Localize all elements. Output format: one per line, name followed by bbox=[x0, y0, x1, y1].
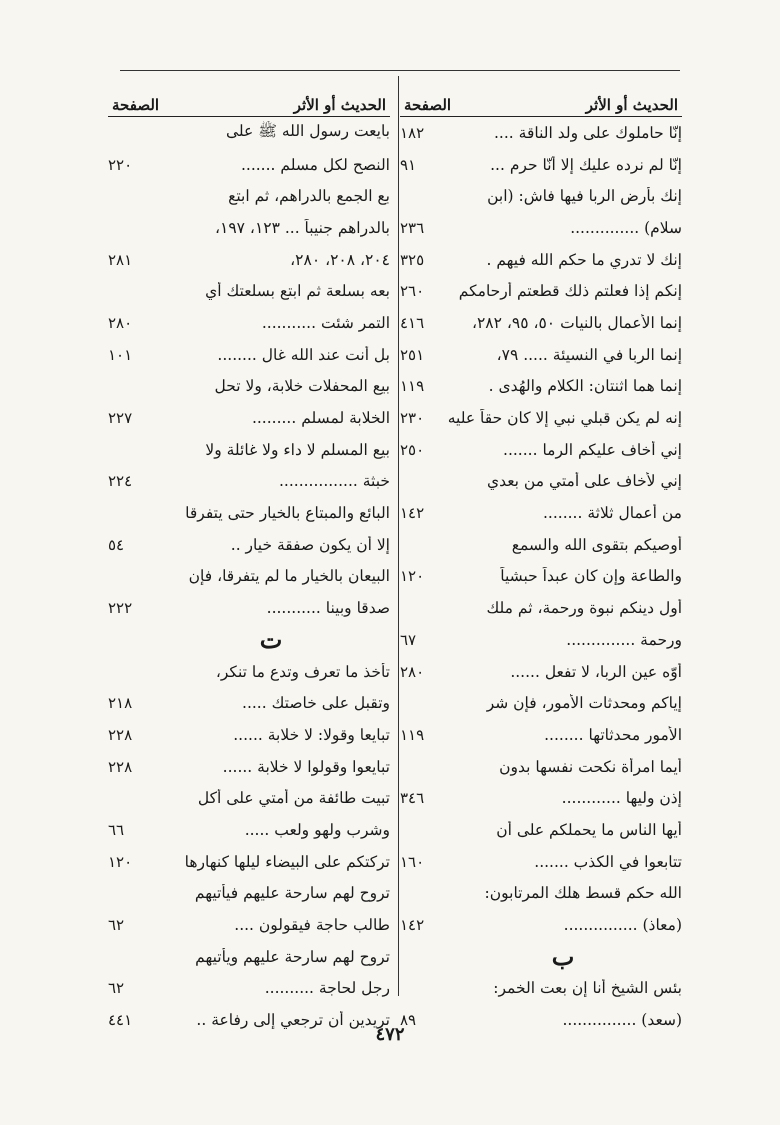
entry-page: ٢٢٠ bbox=[108, 155, 133, 174]
entry-text: تأخذ ما تعرف وتدع ما تنكر، bbox=[215, 662, 390, 681]
column-title: الحديث أو الأثر bbox=[293, 96, 386, 114]
index-entry bbox=[108, 149, 390, 181]
entry-page: ٢٣٦ bbox=[400, 218, 425, 237]
entry-page: ٥٤ bbox=[108, 535, 125, 554]
index-entry bbox=[108, 561, 390, 593]
index-entry bbox=[108, 307, 390, 339]
entry-text: تتابعوا في الكذب ....... bbox=[534, 852, 682, 871]
entry-text: سلام) .............. bbox=[570, 218, 682, 237]
entry-page: ٦٢ bbox=[108, 916, 125, 935]
index-entry bbox=[400, 180, 682, 212]
entry-page: ٦٢ bbox=[108, 979, 125, 998]
entry-text: إني لأخاف على أمتي من بعدي bbox=[486, 472, 682, 491]
entry-page: ٢٢٧ bbox=[108, 409, 133, 428]
entry-text: تروح لهم سارحة عليهم فيأتيهم bbox=[194, 884, 390, 903]
index-entry bbox=[400, 212, 682, 244]
index-entry bbox=[400, 529, 682, 561]
index-entry bbox=[108, 814, 390, 846]
index-entry bbox=[108, 878, 390, 910]
entry-page: ٣٢٥ bbox=[400, 250, 425, 269]
entry-text: الأمور محدثاتها ........ bbox=[544, 725, 682, 744]
entry-text: من أعمال ثلاثة ........ bbox=[543, 504, 682, 523]
index-entry bbox=[108, 656, 390, 688]
index-entry bbox=[400, 782, 682, 814]
index-entry bbox=[108, 339, 390, 371]
index-entry bbox=[108, 180, 390, 212]
entry-text: أيها الناس ما يحملكم على أن bbox=[496, 820, 682, 839]
index-entry bbox=[108, 402, 390, 434]
column-header bbox=[108, 86, 390, 117]
index-entry bbox=[400, 909, 682, 941]
top-rule bbox=[120, 70, 680, 71]
index-entry bbox=[108, 941, 390, 973]
entry-text: الله حكم قسط هلك المرتابون: bbox=[484, 884, 682, 903]
entry-text: خبثة ................ bbox=[278, 472, 390, 491]
entry-text: بعه بسلعة ثم ابتع بسلعتك أي bbox=[205, 282, 390, 301]
entry-text: إنك بأرض الربا فيها فاش: (ابن bbox=[487, 187, 682, 206]
entry-text: إني أخاف عليكم الرما ....... bbox=[503, 440, 682, 459]
index-column-right bbox=[400, 86, 682, 1036]
entry-text: وشرب ولهو ولعب ..... bbox=[244, 820, 390, 839]
index-entry bbox=[108, 275, 390, 307]
page-column-title: الصفحة bbox=[404, 96, 452, 114]
column-divider bbox=[398, 76, 399, 996]
entry-page: ٢٢٢ bbox=[108, 599, 133, 618]
index-entry bbox=[400, 402, 682, 434]
index-entry bbox=[108, 244, 390, 276]
index-rows-right bbox=[400, 117, 682, 1036]
entry-text: (سعد) ............... bbox=[562, 1011, 682, 1030]
entry-text: بيع المحفلات خلابة، ولا تحل bbox=[214, 377, 390, 396]
index-entry bbox=[400, 434, 682, 466]
entry-text: تبيت طائفة من أمتي على أكل bbox=[197, 789, 390, 808]
index-entry bbox=[108, 846, 390, 878]
entry-text: تبايعوا وقولوا لا خلابة ...... bbox=[222, 757, 390, 776]
entry-page: ٢٢٨ bbox=[108, 725, 133, 744]
entry-text: إنما الأعمال بالنيات ٥٠، ٩٥، ٢٨٢، bbox=[471, 313, 682, 332]
entry-page: ١٢٠ bbox=[108, 852, 133, 871]
index-entry bbox=[108, 529, 390, 561]
entry-page: ٨٩ bbox=[400, 1011, 417, 1030]
entry-page: ٢٨٠ bbox=[108, 313, 133, 332]
entry-text: بايعت رسول الله ﷺ على bbox=[226, 122, 390, 141]
entry-page: ٢٨٠ bbox=[400, 662, 425, 681]
index-entry bbox=[400, 307, 682, 339]
index-entry bbox=[400, 656, 682, 688]
index-entry bbox=[400, 149, 682, 181]
entry-text: البائع والمبتاع بالخيار حتى يتفرقا bbox=[185, 504, 390, 523]
entry-page: ٣٤٦ bbox=[400, 789, 425, 808]
entry-page: ٢٥٠ bbox=[400, 440, 425, 459]
entry-page: ٢٢٤ bbox=[108, 472, 133, 491]
index-entry bbox=[400, 751, 682, 783]
index-entry bbox=[108, 782, 390, 814]
entry-text: بالدراهم جنيباً ... ١٢٣، ١٩٧، bbox=[215, 218, 390, 237]
page-column-title: الصفحة bbox=[112, 96, 160, 114]
entry-page: ١٢٠ bbox=[400, 567, 425, 586]
section-letter-text: ت bbox=[259, 625, 283, 655]
entry-page: ٢٥١ bbox=[400, 345, 425, 364]
index-entry bbox=[400, 275, 682, 307]
entry-text: أيما امرأة نكحت نفسها بدون bbox=[499, 757, 682, 776]
entry-text: والطاعة وإن كان عبداً حبشياً bbox=[500, 567, 682, 586]
index-entry bbox=[400, 846, 682, 878]
index-entry bbox=[400, 592, 682, 624]
index-entry bbox=[400, 687, 682, 719]
index-entry bbox=[400, 244, 682, 276]
entry-page: ٢٨١ bbox=[108, 250, 133, 269]
entry-page: ٢٦٠ bbox=[400, 282, 425, 301]
entry-text: تريدين أن ترجعي إلى رفاعة .. bbox=[196, 1011, 390, 1030]
entry-text: بئس الشيخ أنا إن بعت الخمر: bbox=[493, 979, 682, 998]
entry-page: ٢١٨ bbox=[108, 694, 133, 713]
entry-text: إنكم إذا فعلتم ذلك قطعتم أرحامكم bbox=[458, 282, 682, 301]
index-entry bbox=[108, 466, 390, 498]
entry-text: أول دينكم نبوة ورحمة، ثم ملك bbox=[486, 599, 682, 618]
entry-page: ١١٩ bbox=[400, 725, 425, 744]
entry-text: تروح لهم سارحة عليهم ويأتيهم bbox=[195, 947, 390, 966]
index-entry bbox=[108, 687, 390, 719]
entry-text: إنك لا تدري ما حكم الله فيهم . bbox=[486, 250, 682, 269]
entry-text: بل أنت عند الله غال ........ bbox=[217, 345, 390, 364]
entry-text: رجل لحاجة .......... bbox=[264, 979, 390, 998]
entry-text: تبايعا وقولا: لا خلابة ...... bbox=[233, 725, 390, 744]
entry-text: ٢٠٤، ٢٠٨، ٢٨٠، bbox=[290, 250, 390, 269]
column-header bbox=[400, 86, 682, 117]
entry-page: ٤١٦ bbox=[400, 313, 425, 332]
index-entry bbox=[400, 973, 682, 1005]
index-entry bbox=[400, 339, 682, 371]
entry-text: التمر شئت ........... bbox=[261, 313, 390, 332]
entry-text: إنما الربا في النسيئة ..... ٧٩، bbox=[496, 345, 682, 364]
index-entry bbox=[400, 624, 682, 656]
index-entry bbox=[108, 117, 390, 149]
index-entry bbox=[108, 973, 390, 1005]
index-entry bbox=[108, 212, 390, 244]
index-entry bbox=[400, 497, 682, 529]
page-number: ٤٧٢ bbox=[375, 1024, 405, 1045]
entry-page: ١٤٢ bbox=[400, 916, 425, 935]
index-entry bbox=[108, 751, 390, 783]
entry-page: ٦٧ bbox=[400, 630, 417, 649]
index-entry bbox=[108, 434, 390, 466]
entry-text: إنّا حاملوك على ولد الناقة .... bbox=[494, 123, 682, 142]
entry-text: إنه لم يكن قبلي نبي إلا كان حقاً عليه bbox=[447, 409, 682, 428]
entry-page: ١٨٢ bbox=[400, 123, 425, 142]
index-rows-left bbox=[108, 117, 390, 1036]
entry-text: صدقا وبينا ........... bbox=[266, 599, 390, 618]
entry-text: ورحمة .............. bbox=[566, 630, 682, 649]
index-entry bbox=[400, 371, 682, 403]
index-entry bbox=[108, 371, 390, 403]
entry-text: النصح لكل مسلم ....... bbox=[240, 155, 390, 174]
entry-text: الخلابة لمسلم ......... bbox=[251, 409, 390, 428]
index-entry bbox=[108, 497, 390, 529]
index-entry bbox=[400, 878, 682, 910]
entry-text: تركتكم على البيضاء ليلها كنهارها bbox=[184, 852, 390, 871]
index-entry bbox=[400, 466, 682, 498]
entry-text: (معاذ) ............... bbox=[563, 916, 682, 935]
index-column-left bbox=[108, 86, 390, 1036]
entry-text: البيعان بالخيار ما لم يتفرقا، فإن bbox=[188, 567, 390, 586]
entry-page: ١٦٠ bbox=[400, 852, 425, 871]
index-entry bbox=[108, 592, 390, 624]
index-entry bbox=[400, 814, 682, 846]
section-letter bbox=[108, 624, 390, 656]
entry-page: ٩١ bbox=[400, 155, 417, 174]
entry-page: ٤٤١ bbox=[108, 1011, 133, 1030]
entry-text: إلا أن يكون صفقة خيار .. bbox=[230, 535, 390, 554]
entry-text: أوصيكم بتقوى الله والسمع bbox=[511, 535, 682, 554]
entry-page: ١١٩ bbox=[400, 377, 425, 396]
entry-text: إياكم ومحدثات الأمور، فإن شر bbox=[486, 694, 682, 713]
section-letter bbox=[400, 941, 682, 973]
entry-text: وتقبل على خاصتك ..... bbox=[242, 694, 390, 713]
index-entry bbox=[400, 561, 682, 593]
index-entry bbox=[400, 117, 682, 149]
entry-text: بيع المسلم لا داء ولا غائلة ولا bbox=[205, 440, 390, 459]
entry-page: ٢٢٨ bbox=[108, 757, 133, 776]
entry-text: بع الجمع بالدراهم، ثم ابتع bbox=[228, 187, 390, 206]
section-letter-text: ب bbox=[551, 942, 575, 972]
entry-text: إذن وليها ............ bbox=[561, 789, 682, 808]
column-title: الحديث أو الأثر bbox=[585, 96, 678, 114]
entry-page: ١٠١ bbox=[108, 345, 133, 364]
index-entry bbox=[108, 719, 390, 751]
entry-page: ١٤٢ bbox=[400, 504, 425, 523]
entry-text: طالب حاجة فيقولون .... bbox=[234, 916, 390, 935]
entry-text: إنّا لم نرده عليك إلا أنّا حرم ... bbox=[490, 155, 682, 174]
index-entry bbox=[108, 909, 390, 941]
entry-page: ٢٣٠ bbox=[400, 409, 425, 428]
entry-text: أوّه عين الربا، لا تفعل ...... bbox=[510, 662, 682, 681]
entry-page: ٦٦ bbox=[108, 820, 125, 839]
index-entry bbox=[400, 719, 682, 751]
entry-text: إنما هما اثنتان: الكلام والهُدى . bbox=[488, 377, 682, 396]
